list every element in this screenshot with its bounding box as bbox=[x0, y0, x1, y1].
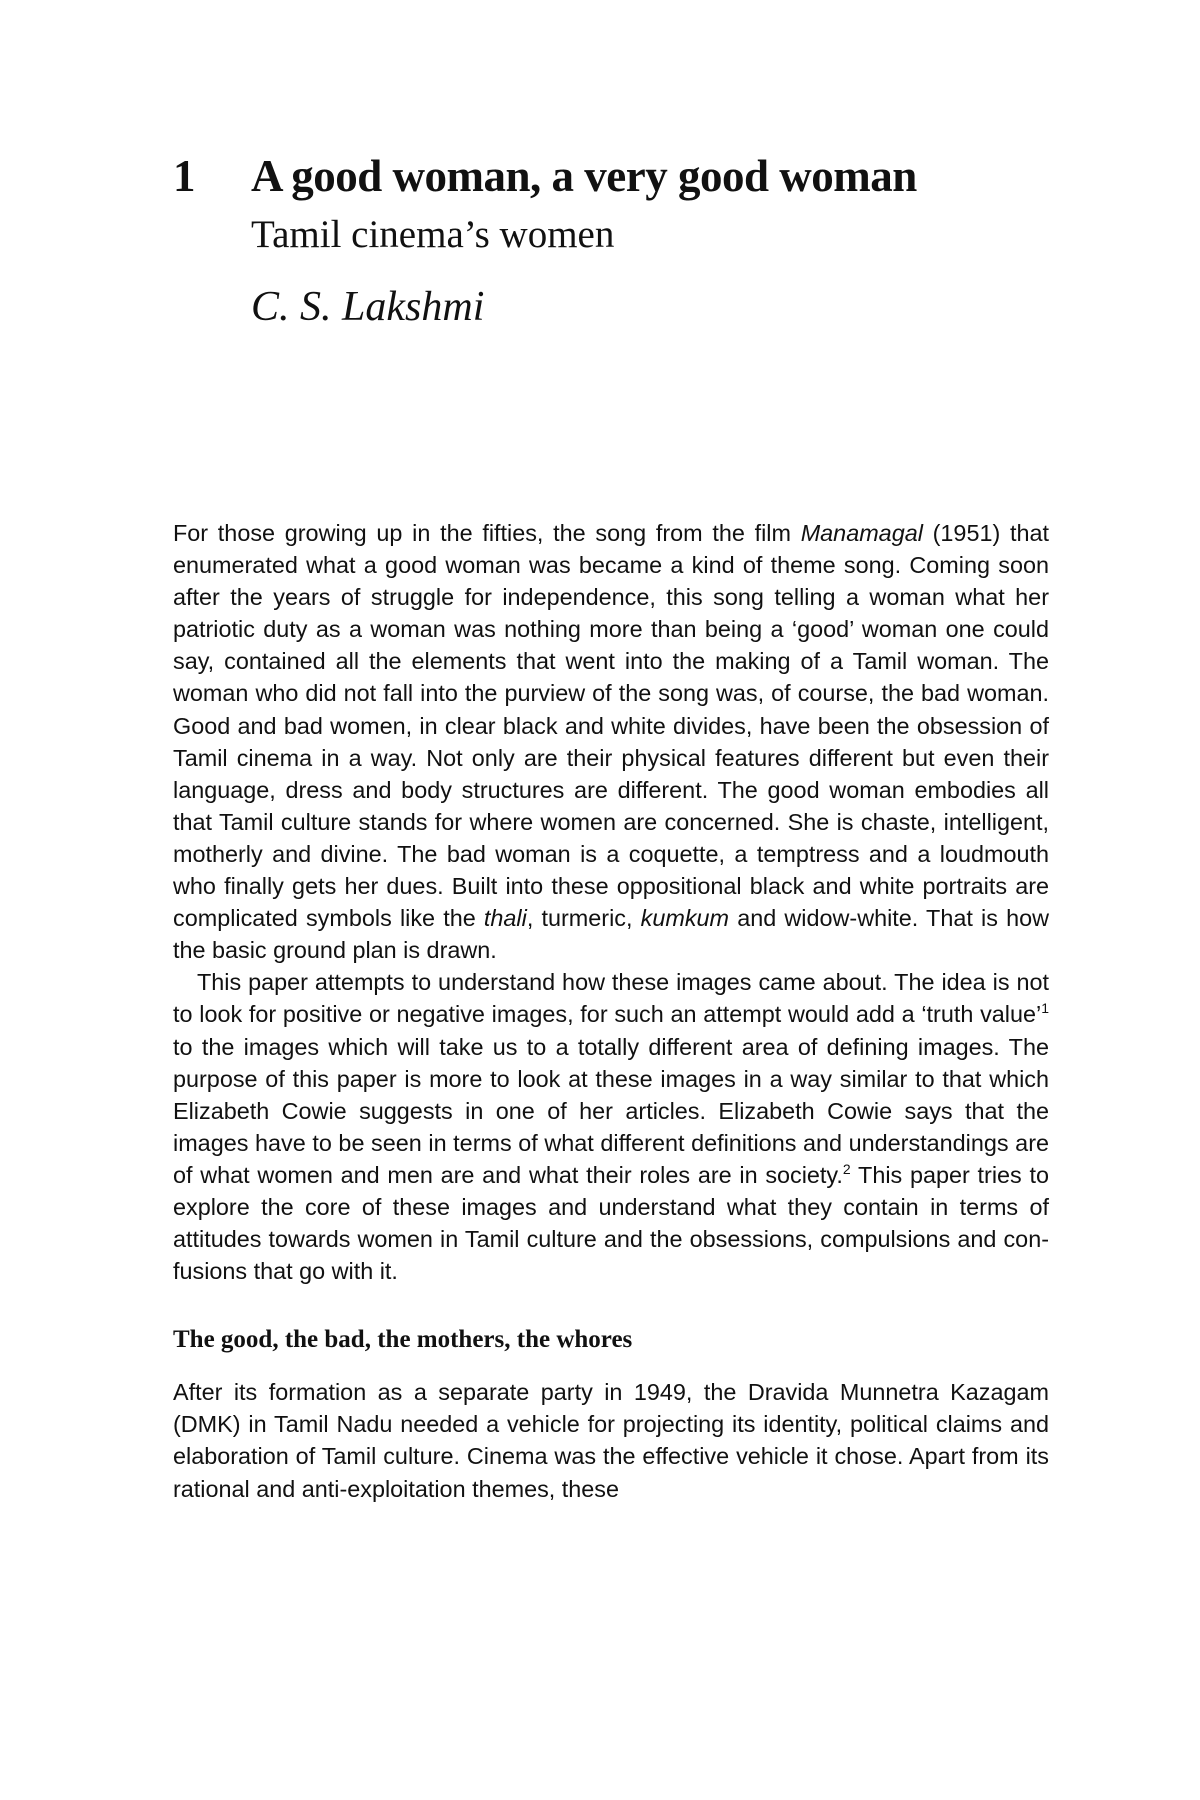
chapter-number: 1 bbox=[173, 151, 196, 201]
body-text bbox=[173, 517, 1049, 1505]
film-title-manamagal: Manamagal bbox=[800, 520, 923, 546]
paragraph-2-part-b: to the images which will take us to a totally different area of defining images. The purpose of this paper is more to look at these images in a way similar to that which Elizabeth Cowie suggests in one of her articles. Elizabeth Cowie says that the images have to be seen in terms of what different definitions and understandings are of what women and men are and what their roles are in society. bbox=[173, 1033, 1049, 1188]
chapter-title: A good woman, a very good woman bbox=[251, 151, 917, 201]
paragraph-1-part-d: and widow-white. That is how the basic ground plan is drawn. bbox=[173, 905, 1050, 964]
paragraph-2-part-a: This paper attempts to understand how these images came about. The idea is not to look for positive or negative images, for such an attempt would add a ‘truth value’ bbox=[173, 969, 1049, 1028]
paragraph-1-part-b: (1951) that enumerated what a good woman was became a kind of theme song. Coming soon after the years of struggle for independence, this song telling a woman what her patriotic duty as a woman was nothing more than being a ‘good’ woman one could say, contained all the elements that went into the making of a Tamil woman. The woman who did not fall into the purview of the song was, of course, the bad woman. Good and bad women, in clear black and white divides, have been the obsession of Tamil cinema in a way. Not only are their physical features different but even their language, dress and body structures are different. The good woman embodies all that Tamil culture stands for where women are concerned. She is chaste, intelligent, motherly and divine. The bad woman is a coquette, a temptress and a loudmouth who finally gets her dues. Built into these oppositional black and white portraits are complicated symbols like the bbox=[173, 520, 1049, 932]
paragraph-2 bbox=[173, 966, 1049, 1287]
section-heading: The good, the bad, the mothers, the whores bbox=[173, 1326, 633, 1354]
paragraph-1 bbox=[173, 517, 1049, 966]
term-kumkum: kumkum bbox=[640, 905, 730, 932]
chapter-author: C. S. Lakshmi bbox=[251, 284, 485, 330]
footnote-marker-1[interactable]: 1 bbox=[1041, 1000, 1049, 1017]
paragraph-1-part-c: , turmeric, bbox=[526, 905, 641, 932]
chapter-heading bbox=[173, 150, 1073, 331]
chapter-title-row bbox=[173, 150, 1073, 202]
chapter-subtitle: Tamil cinema’s women bbox=[251, 213, 615, 256]
term-thali: thali bbox=[483, 905, 527, 932]
paragraph-2-part-c: This paper tries to explore the core of these images and understand what they contain in terms of attitudes towards women in Tamil culture and the obsessions, compulsions and confusions that go with it. bbox=[173, 1161, 1049, 1285]
paragraph-3: After its formation as a separate party in 1949, the Dravida Munnetra Kazagam (DMK) in Tamil Nadu needed a vehicle for projecting its identity, political claims and elaboration of Tamil culture. Cinema was the effective vehicle it chose. Apart from its rational and anti-exploitation themes, these bbox=[173, 1379, 1049, 1502]
paragraph-1-part-a: For those growing up in the fifties, the song from the film bbox=[173, 520, 801, 546]
footnote-marker-2[interactable]: 2 bbox=[842, 1161, 851, 1178]
